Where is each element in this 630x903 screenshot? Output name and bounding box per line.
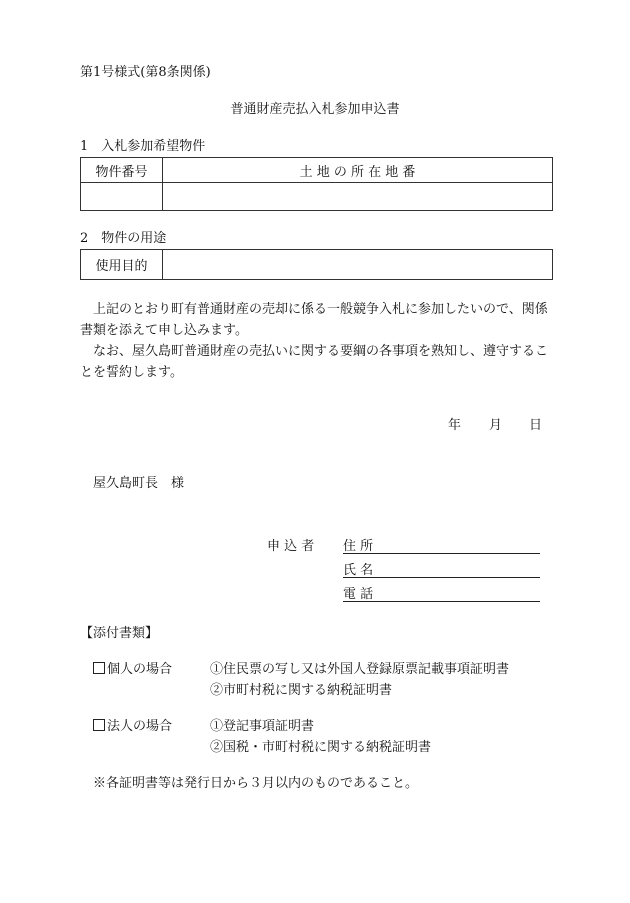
body-line-4: とを誓約します。 xyxy=(80,365,183,380)
individual-doc-1: ①住民票の写し又は外国人登録原票記載事項証明書 xyxy=(210,662,510,677)
section1-heading: 1 入札参加希望物件 xyxy=(80,139,206,154)
form-number: 第1号様式(第8条関係) xyxy=(80,65,211,80)
date-month: 月 xyxy=(489,418,503,433)
usage-purpose-field[interactable] xyxy=(163,250,553,280)
attachments-heading: 【添付書類】 xyxy=(80,626,159,641)
body-line-1: 上記のとおり町有普通財産の売却に係る一般競争入札に参加したいので、関係 xyxy=(93,302,548,317)
property-table xyxy=(80,157,553,211)
individual-label: 個人の場合 xyxy=(107,662,173,677)
name-field[interactable] xyxy=(343,577,540,578)
individual-option[interactable] xyxy=(93,662,172,678)
property-number-header: 物件番号 xyxy=(81,158,163,183)
corporation-label: 法人の場合 xyxy=(107,719,173,734)
property-number-field[interactable] xyxy=(81,183,163,211)
corporation-doc-1: ①登記事項証明書 xyxy=(210,719,315,734)
date-day: 日 xyxy=(529,418,543,433)
address-field[interactable] xyxy=(343,553,540,554)
name-label: 氏 名 xyxy=(343,563,374,578)
date-year: 年 xyxy=(448,418,462,433)
corporation-option[interactable] xyxy=(93,719,172,735)
land-location-field[interactable] xyxy=(163,183,553,211)
individual-doc-2: ②市町村税に関する納税証明書 xyxy=(210,683,393,698)
validity-note: ※各証明書等は発行日から３月以内のものであること。 xyxy=(93,776,419,791)
document-title: 普通財産売払入札参加申込書 xyxy=(230,102,400,117)
individual-checkbox[interactable] xyxy=(93,662,105,674)
usage-table xyxy=(80,249,553,280)
address-label: 住 所 xyxy=(343,539,374,554)
corporation-checkbox[interactable] xyxy=(93,719,105,731)
phone-label: 電 話 xyxy=(343,587,374,602)
body-line-3: なお、屋久島町普通財産の売払いに関する要綱の各事項を熟知し、遵守するこ xyxy=(93,344,549,359)
usage-purpose-label: 使用目的 xyxy=(81,250,163,280)
body-line-2: 書類を添えて申し込みます。 xyxy=(80,323,248,338)
land-location-header: 土 地 の 所 在 地 番 xyxy=(163,158,553,183)
section2-heading: 2 物件の用途 xyxy=(80,231,167,246)
corporation-doc-2: ②国税・市町村税に関する納税証明書 xyxy=(210,740,432,755)
applicant-label: 申 込 者 xyxy=(267,539,315,554)
addressee: 屋久島町長 様 xyxy=(93,476,185,491)
phone-field[interactable] xyxy=(343,601,540,602)
